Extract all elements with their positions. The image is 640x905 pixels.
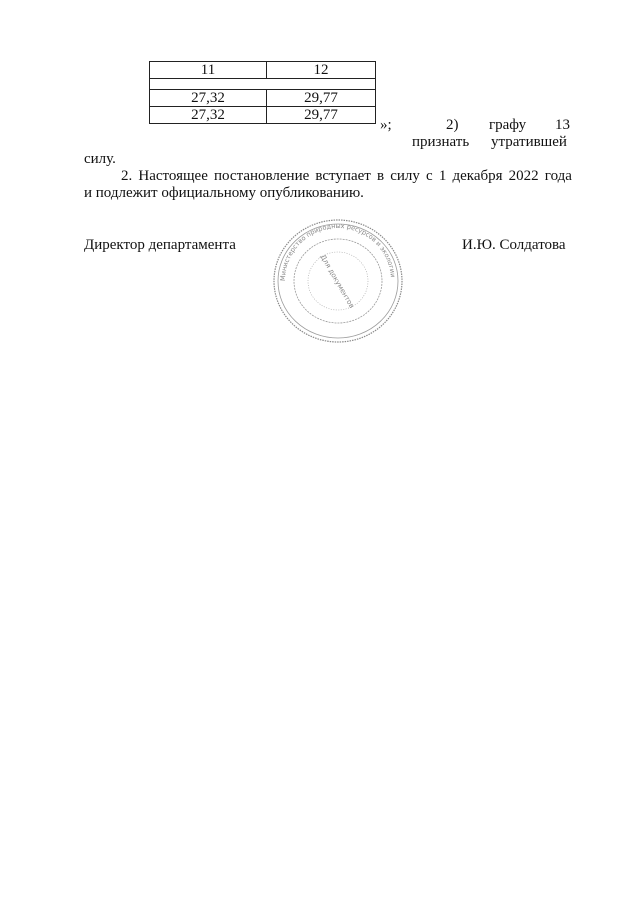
table-cell: 29,77 <box>267 90 376 107</box>
word: в <box>376 168 385 184</box>
table-cell: 27,32 <box>150 90 267 107</box>
word: вступает <box>315 168 371 184</box>
word: года <box>544 168 572 184</box>
word: 2022 <box>508 168 539 184</box>
table-empty-cell <box>150 79 376 90</box>
word: постановление <box>214 168 310 184</box>
table-header-row <box>150 62 376 79</box>
item-number: 2) <box>446 117 459 133</box>
word: декабря <box>452 168 503 184</box>
signer-name: И.Ю. Солдатова <box>462 237 566 253</box>
word-utrativshey: утратившей <box>491 134 567 150</box>
closing-quote: »; <box>380 117 392 133</box>
word: с <box>426 168 433 184</box>
table-empty-row <box>150 79 376 90</box>
word: силу <box>390 168 420 184</box>
table-cell: 27,32 <box>150 107 267 124</box>
word: 1 <box>438 168 447 184</box>
table-header-cell: 11 <box>150 62 267 79</box>
word-priznat: признать <box>412 134 470 150</box>
continuation-text: силу. <box>84 151 116 167</box>
official-stamp <box>270 216 406 346</box>
tariff-table <box>149 61 376 124</box>
table-cell: 29,77 <box>267 107 376 124</box>
word: 2. <box>121 168 133 184</box>
table-row <box>150 107 376 124</box>
table-row <box>150 90 376 107</box>
stamp-inner-text: Для документов <box>318 253 356 310</box>
paragraph-2-line-1 <box>121 168 572 185</box>
table-header-cell: 12 <box>267 62 376 79</box>
stamp-ring-text: Министерство природных ресурсов и экологии <box>278 221 397 282</box>
signer-position: Директор департамента <box>84 237 236 253</box>
paragraph-2-line-2: и подлежит официальному опубликованию. <box>84 185 364 201</box>
word: Настоящее <box>138 168 208 184</box>
word-grafu: графу <box>489 117 527 133</box>
column-number: 13 <box>555 117 570 133</box>
